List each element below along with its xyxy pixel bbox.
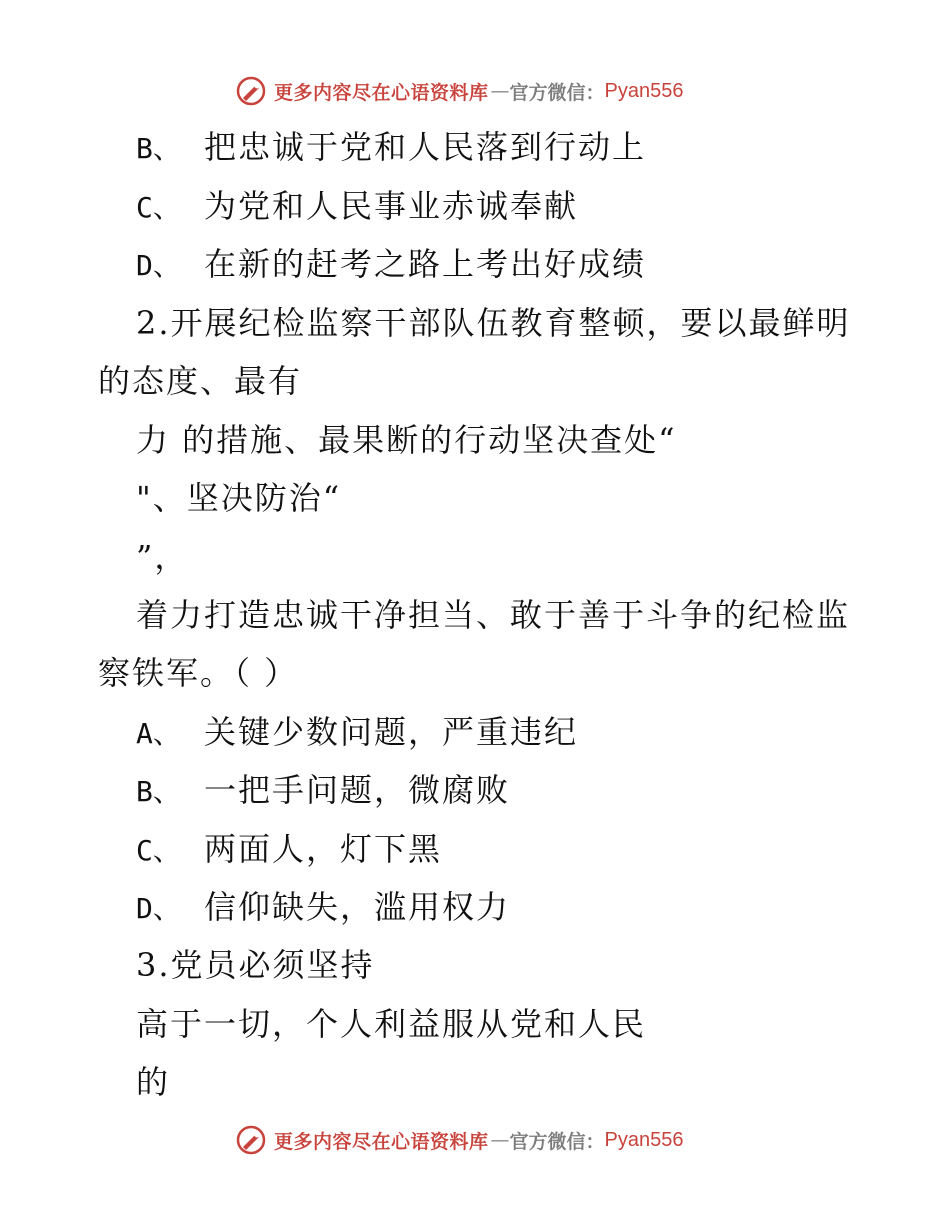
q2-stem-line-6: 着力打造忠诚干净担当、敢于善于斗争的纪检监 [136, 596, 851, 634]
q2-option-d [136, 887, 510, 929]
q2-stem-line-4: "、坚决防治“ [136, 479, 342, 517]
watermark-header [236, 73, 684, 109]
q2-option-b [136, 770, 510, 812]
q3-stem-line-1: 3.党员必须坚持 [136, 946, 375, 984]
q2-stem-line-1: 2.开展纪检监察干部队伍教育整顿，要以最鲜明 [136, 304, 851, 342]
option-text: 把忠诚于党和人民落到行动上 [204, 128, 647, 166]
option-text: 关键少数问题，严重违纪 [204, 713, 579, 751]
q3-stem-line-3: 的 [136, 1063, 171, 1101]
option-letter: B、 [136, 132, 181, 165]
q1-option-b [136, 127, 646, 169]
q2-stem-line-2: 的态度、最有 [98, 362, 303, 400]
q3-stem-line-2: 高于一切，个人利益服从党和人民 [136, 1005, 647, 1043]
q1-option-d [136, 244, 646, 286]
watermark-footer [236, 1122, 684, 1158]
pen-logo-icon [236, 76, 266, 106]
option-text: 在新的赶考之路上考出好成绩 [204, 245, 647, 283]
q2-stem-line-7: 察铁军。（ ） [98, 654, 299, 692]
q2-stem-line-5: ”， [136, 538, 189, 576]
q2-option-a [136, 712, 578, 754]
q1-option-c [136, 186, 578, 228]
watermark-wechat-id: Pyan556 [604, 1128, 684, 1151]
q2-stem-line-3: 力 的措施、最果断的行动坚决查处“ [136, 421, 677, 459]
option-letter: D、 [136, 892, 181, 925]
option-letter: A、 [136, 717, 181, 750]
watermark-wechat-id: Pyan556 [604, 79, 684, 102]
watermark-wechat-label: 官方微信： [509, 81, 605, 104]
option-text: 信仰缺失，滥用权力 [204, 888, 511, 926]
option-letter: C、 [136, 191, 181, 224]
option-letter: B、 [136, 775, 181, 808]
q2-option-c [136, 829, 442, 871]
watermark-text: 更多内容尽在心语资料库 [274, 81, 489, 104]
option-letter: C、 [136, 834, 181, 867]
watermark-dash: — [490, 1129, 510, 1151]
watermark-text: 更多内容尽在心语资料库 [274, 1130, 489, 1153]
watermark-wechat-label: 官方微信： [509, 1130, 605, 1153]
option-text: 一把手问题，微腐败 [204, 771, 511, 809]
option-text: 两面人，灯下黑 [204, 830, 443, 868]
option-letter: D、 [136, 249, 181, 282]
pen-logo-icon [236, 1125, 266, 1155]
watermark-dash: — [490, 80, 510, 102]
option-text: 为党和人民事业赤诚奉献 [204, 187, 579, 225]
